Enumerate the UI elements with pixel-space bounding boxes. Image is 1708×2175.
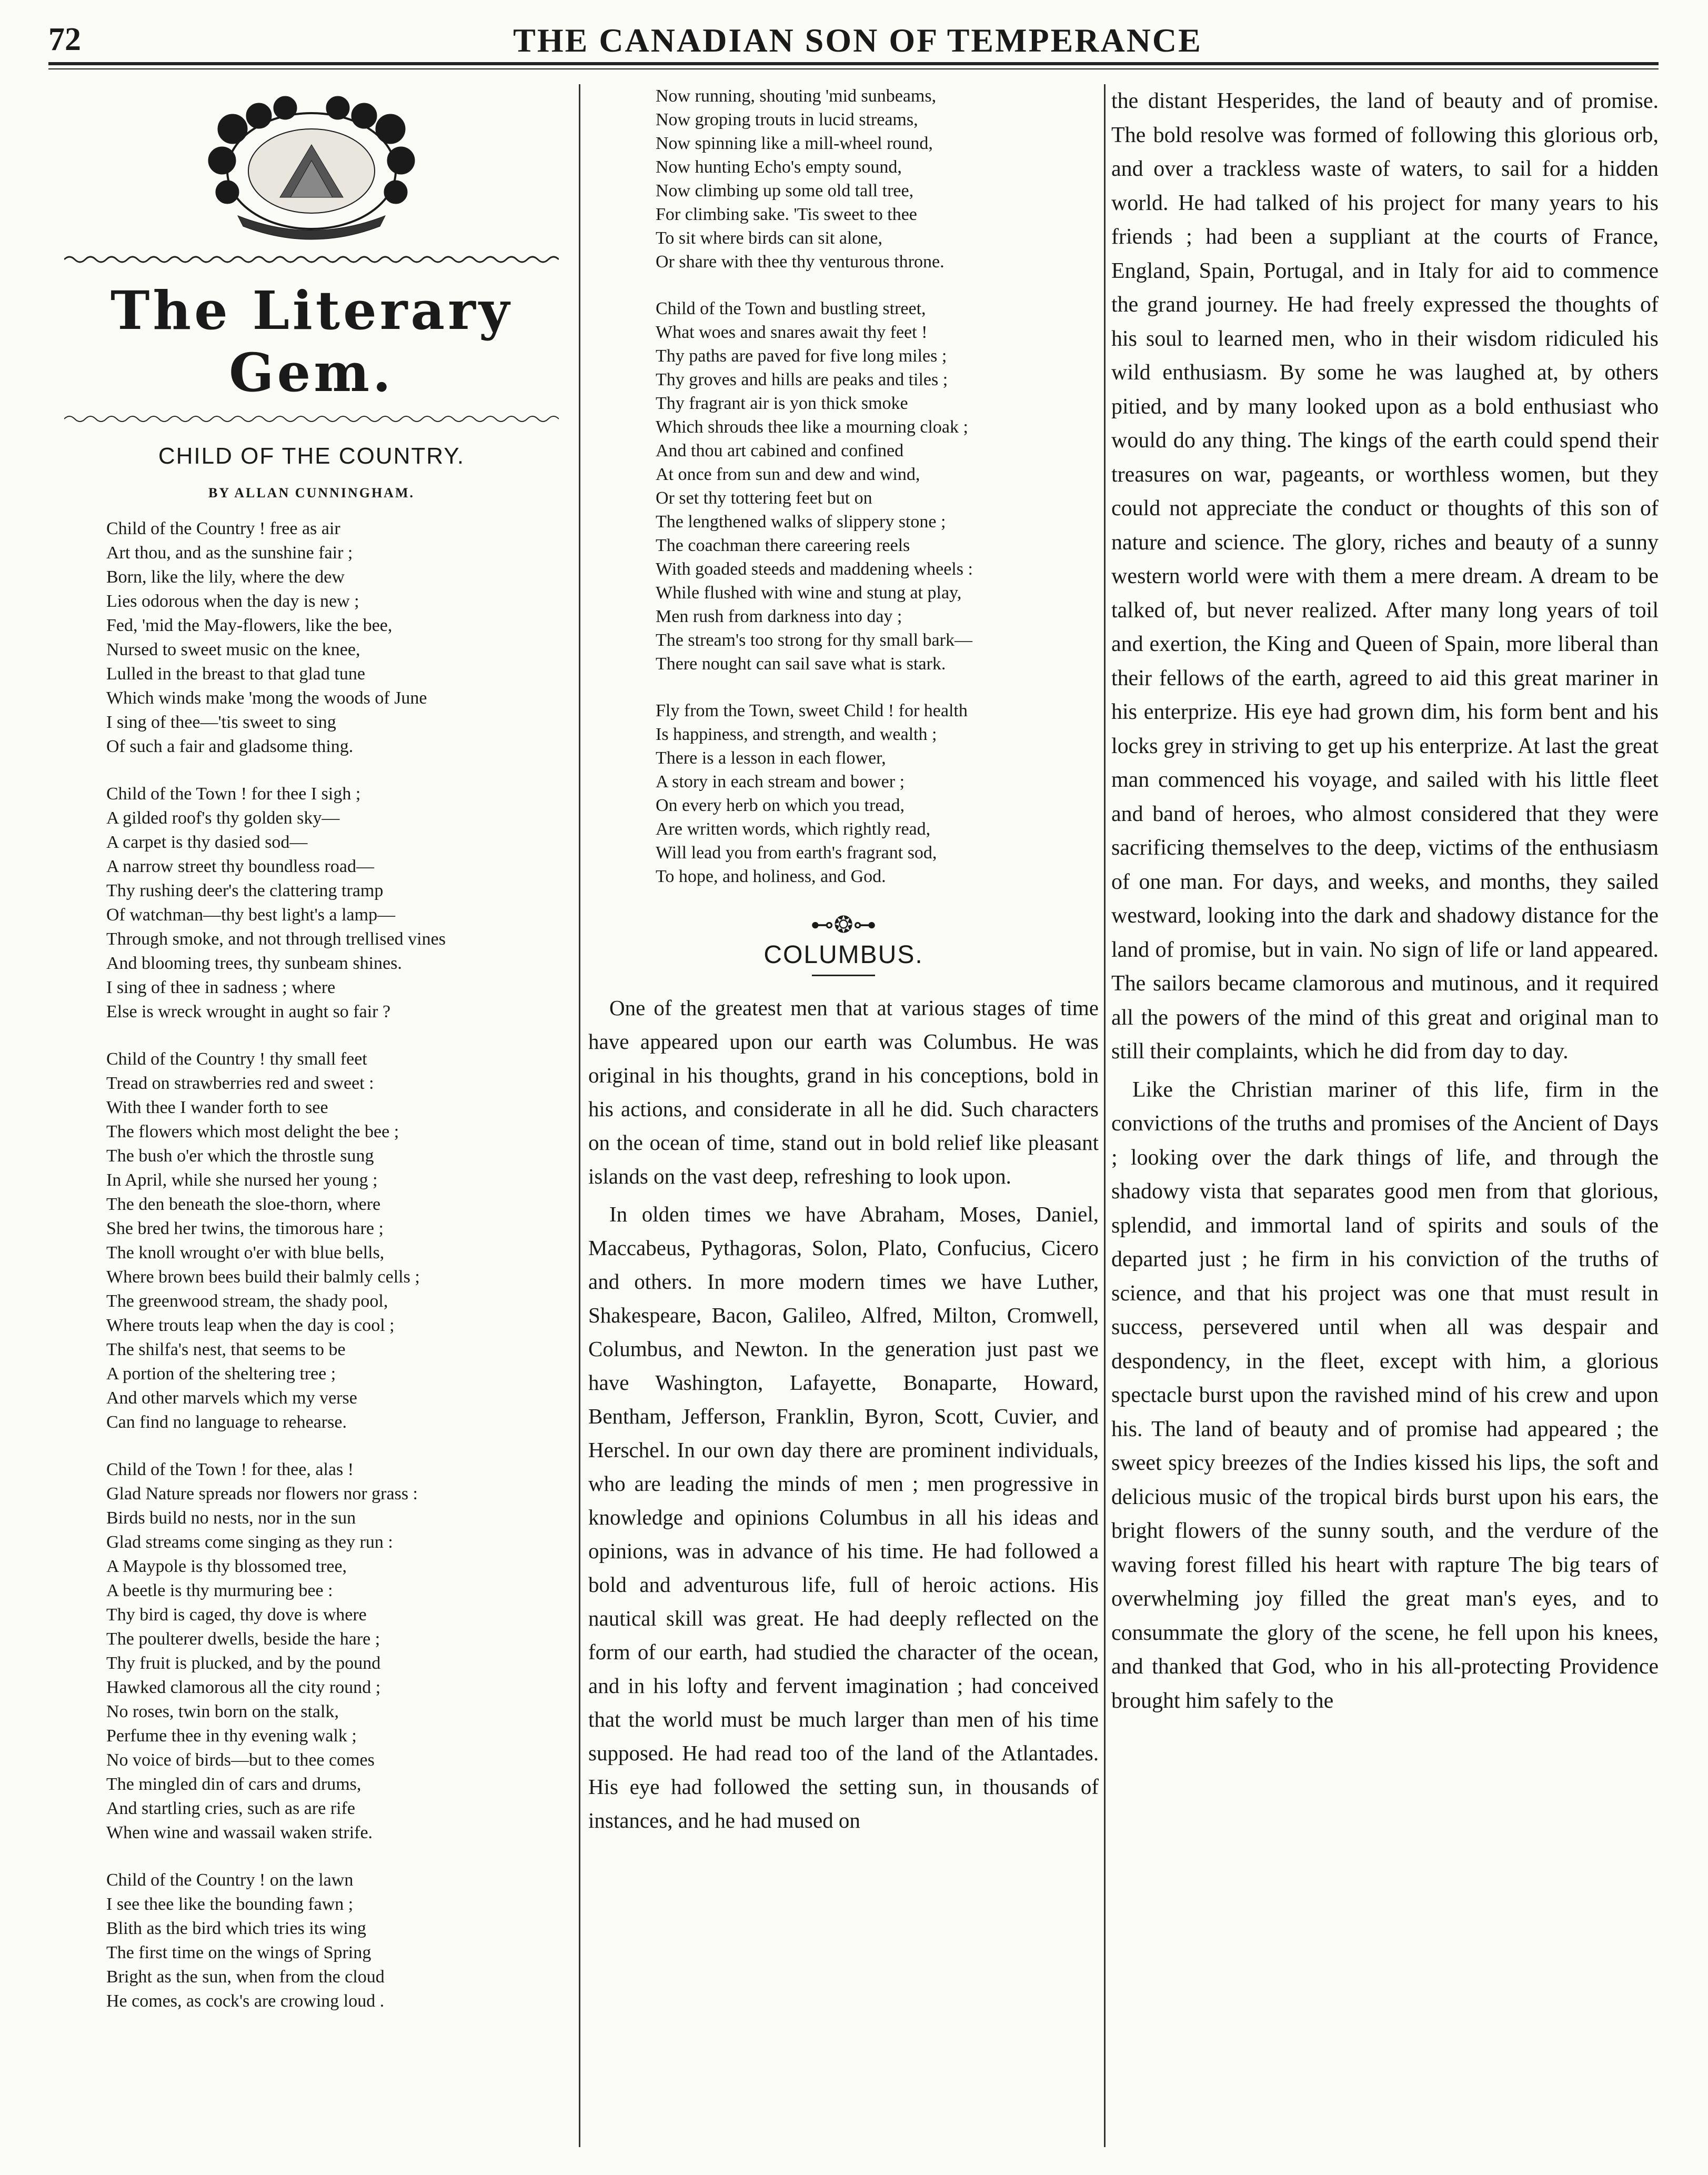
poem-line: A beetle is thy murmuring bee : bbox=[106, 1581, 333, 1600]
poem-line: A carpet is thy dasied sod— bbox=[106, 833, 308, 852]
laurel-wreath-emblem-icon bbox=[48, 89, 575, 247]
poem-line: Nursed to sweet music on the knee, bbox=[106, 640, 360, 659]
poem-line: He comes, as cock's are crowing loud . bbox=[106, 1991, 385, 2011]
poem-line: Fly from the Town, sweet Child ! for health bbox=[656, 701, 968, 720]
article-paragraph: Like the Christian mariner of this life, firm in the convictions of the truths and promises of the Ancient of Days ; looking over the dark things of life, and through the shadowy vista that separates good men from that glorious, splendid, and immortal land of spirits and souls of the departed just ; he firm in his conviction of the truths of science, and that his project was one that must result in success, persevered until when all was despair and despondency, in the fleet, except with him, a glorious spectacle burst upon the ravished mind of his crew and upon his. The land of beauty and of promise had appeared ; the sweet spicy breezes of the Indies kissed his lips, the soft and delicious music of the tropical birds burst upon his ears, the bright flowers of the sunny south, and the verdure of the waving forest filled his heart with rapture The big tears of overwhelming joy filled the great man's eyes, and to consummate the glory of the scene, he fell upon his knees, and thanked that God, who in his all-protecting Providence brought him safely to the bbox=[1111, 1077, 1659, 1713]
poem-line: With thee I wander forth to see bbox=[106, 1098, 328, 1117]
poem-line: While flushed with wine and stung at play, bbox=[656, 583, 962, 603]
poem-line: There is a lesson in each flower, bbox=[656, 748, 886, 768]
poem-line: On every herb on which you tread, bbox=[656, 796, 905, 815]
poem-line: There nought can sail save what is stark. bbox=[656, 654, 946, 674]
poem-line: With goaded steeds and maddening wheels : bbox=[656, 559, 973, 579]
poem-line: Else is wreck wrought in aught so fair ? bbox=[106, 1002, 391, 1021]
poem-line: Birds build no nests, nor in the sun bbox=[106, 1508, 356, 1528]
column-1 bbox=[48, 84, 575, 2143]
poem-line: Child of the Country ! thy small feet bbox=[106, 1049, 367, 1069]
poem-line: I sing of thee in sadness ; where bbox=[106, 978, 336, 997]
article-title: COLUMBUS. bbox=[763, 941, 923, 969]
poem-line: Of such a fair and gladsome thing. bbox=[106, 737, 354, 756]
poem-line: A story in each stream and bower ; bbox=[656, 772, 905, 791]
poem-line: The coachman there careering reels bbox=[656, 536, 910, 555]
poem-line: Blith as the bird which tries its wing bbox=[106, 1919, 366, 1938]
page-number: 72 bbox=[48, 22, 81, 57]
poem-line: Which winds make 'mong the woods of June bbox=[106, 688, 427, 708]
poem-line: Art thou, and as the sunshine fair ; bbox=[106, 543, 353, 563]
poem-line: Will lead you from earth's fragrant sod, bbox=[656, 843, 937, 863]
poem-stanza bbox=[106, 1868, 575, 2013]
poem-line: A narrow street thy boundless road— bbox=[106, 857, 374, 876]
poem-line: Which shrouds thee like a mourning cloak ; bbox=[656, 417, 968, 437]
poem-line: Fed, 'mid the May-flowers, like the bee, bbox=[106, 616, 393, 635]
poem-line: Lies odorous when the day is new ; bbox=[106, 592, 359, 611]
poem-line: Thy fruit is plucked, and by the pound bbox=[106, 1653, 381, 1673]
poem-line: Thy groves and hills are peaks and tiles ; bbox=[656, 370, 948, 389]
poem-stanza bbox=[656, 84, 1099, 274]
poem-line: When wine and wassail waken strife. bbox=[106, 1823, 373, 1842]
poem-line: No voice of birds—but to thee comes bbox=[106, 1750, 375, 1770]
poem-line: Glad streams come singing as they run : bbox=[106, 1532, 393, 1552]
poem-line: A Maypole is thy blossomed tree, bbox=[106, 1557, 347, 1576]
poem-line: The greenwood stream, the shady pool, bbox=[106, 1291, 388, 1311]
poem-line: Child of the Country ! on the lawn bbox=[106, 1870, 354, 1890]
article-paragraph: In olden times we have Abraham, Moses, Daniel, Maccabeus, Pythagoras, Solon, Plato, Confucius, Cicero and others. In more modern times we have Luther, Shakespeare, Bacon, Galileo, Alfred, Milton, Cromwell, Columbus, and Newton. In the generation just past we have Washington, Lafayette, Bonaparte, Howard, Bentham, Jefferson, Franklin, Byron, Scott, Cuvier, and Herschel. In our own day there are prominent individuals, who are leading the minds of men ; men progressive in knowledge and opinions Columbus in all his ideas and opinions, was in advance of his time. He had followed a bold and adventurous life, full of heroic actions. His nautical skill was great. He had deeply reflected on the form of our earth, had studied the character of the ocean, and in his lofty and fervent imagination ; had conceived that the world must be much larger than men of his time supposed. He had read too of the land of the Atlantades. His eye had followed the setting sun, in thousands of instances, and he had mused on bbox=[588, 1202, 1099, 1832]
poem-stanza bbox=[106, 1047, 575, 1435]
poem-line: Or share with thee thy venturous throne. bbox=[656, 252, 945, 272]
poem-line: Where trouts leap when the day is cool ; bbox=[106, 1316, 395, 1335]
column-2 bbox=[588, 84, 1099, 2143]
poem-byline: BY ALLAN CUNNINGHAM. bbox=[208, 485, 415, 500]
poem-line: I see thee like the bounding fawn ; bbox=[106, 1895, 354, 1914]
poem-line: Bright as the sun, when from the cloud bbox=[106, 1967, 385, 1987]
article-paragraph: the distant Hesperides, the land of beauty and of promise. The bold resolve was formed of following this glorious orb, and over a trackless waste of waters, to sail for a hidden world. He had talked of his project for many years to his friends ; had been a suppliant at the courts of France, England, Spain, Portugal, and in Italy for aid to commence the grand journey. He had freely expressed the thoughts of his soul to learned men, who in their wisdom ridiculed his wild enthusiasm. By some he was laughed at, by others pitied, and by many looked upon as a bold enthusiast who would do any thing. The kings of the earth could spend their treasures on war, pageants, or worthless women, but they could not appreciate the conduct or thoughts of this son of nature and science. The glory, riches and beauty of a sunny western world were with them a mere dream. A dream to be talked of, but never realized. After many long years of toil and exertion, the King and Queen of Spain, more liberal than their fellows of the earth, agreed to aid this great mariner in his enterprize. His eye had grown dim, his form bent and his locks grey in striving to get up his enterprize. At last the great man commenced his voyage, and sailed with his little fleet and band of heroes, who almost considered that they were sacrificing themselves to the deep, victims of the enthusiasm of one man. For days, and weeks, and months, they sailed westward, looking into the dark and shadowy distance for the land of promise, but in vain. No sign of life or land appeared. The sailors became clamorous and mutinous, and it required all the powers of the mind of this great and original man to still their complaints, which he did from day to day. bbox=[1111, 89, 1659, 1064]
poem-line: Now groping trouts in lucid streams, bbox=[656, 110, 918, 129]
poem-line: Through smoke, and not through trellised vines bbox=[106, 929, 446, 949]
page-header bbox=[0, 0, 1708, 79]
poem-line: And thou art cabined and confined bbox=[656, 441, 904, 460]
poem-line: For climbing sake. 'Tis sweet to thee bbox=[656, 205, 917, 224]
poem-line: Thy fragrant air is yon thick smoke bbox=[656, 394, 908, 413]
poem-stanza bbox=[656, 699, 1099, 888]
column-divider bbox=[579, 84, 580, 2147]
poem-line: Lulled in the breast to that glad tune bbox=[106, 664, 365, 684]
poem-line: Now hunting Echo's empty sound, bbox=[656, 157, 902, 177]
poem-stanza bbox=[656, 297, 1099, 676]
poem-line: And other marvels which my verse bbox=[106, 1388, 357, 1408]
poem-line: A portion of the sheltering tree ; bbox=[106, 1364, 336, 1384]
column-3 bbox=[1111, 84, 1659, 2143]
poem-line: The shilfa's nest, that seems to be bbox=[106, 1340, 346, 1359]
poem-line: Or set thy tottering feet but on bbox=[656, 488, 872, 508]
poem-line: The bush o'er which the throstle sung bbox=[106, 1146, 374, 1166]
poem-line: Of watchman—thy best light's a lamp— bbox=[106, 905, 396, 925]
poem-line: Thy bird is caged, thy dove is where bbox=[106, 1605, 367, 1625]
poem-stanza bbox=[106, 1458, 575, 1845]
poem-stanzas-continued bbox=[588, 84, 1099, 888]
poem-line: Now running, shouting 'mid sunbeams, bbox=[656, 86, 937, 106]
poem-line: At once from sun and dew and wind, bbox=[656, 465, 920, 484]
poem-line: Men rush from darkness into day ; bbox=[656, 607, 902, 626]
poem-line: Thy paths are paved for five long miles ; bbox=[656, 346, 947, 366]
title-rule bbox=[812, 975, 875, 976]
poem-line: Glad Nature spreads nor flowers nor grass : bbox=[106, 1484, 418, 1504]
poem-stanza bbox=[106, 517, 575, 759]
poem-line: Hawked clamorous all the city round ; bbox=[106, 1678, 381, 1697]
masthead: THE CANADIAN SON OF TEMPERANCE bbox=[513, 22, 1202, 59]
ornament: ⊷❂⊶ bbox=[810, 912, 877, 938]
poem-line: The lengthened walks of slippery stone ; bbox=[656, 512, 946, 532]
poem-line: Child of the Town and bustling street, bbox=[656, 299, 926, 318]
poem-stanzas bbox=[48, 517, 575, 2013]
poem-line: Born, like the lily, where the dew bbox=[106, 567, 345, 587]
poem-stanza bbox=[106, 782, 575, 1024]
poem-line: Now climbing up some old tall tree, bbox=[656, 181, 914, 201]
poem-line: I sing of thee—'tis sweet to sing bbox=[106, 713, 336, 732]
poem-title: CHILD OF THE COUNTRY. bbox=[158, 443, 465, 469]
poem-line: Child of the Town ! for thee I sigh ; bbox=[106, 784, 361, 804]
poem-line: Are written words, which rightly read, bbox=[656, 819, 931, 839]
poem-line: To sit where birds can sit alone, bbox=[656, 228, 883, 248]
poem-line: Child of the Town ! for thee, alas ! bbox=[106, 1460, 354, 1479]
poem-line: The knoll wrought o'er with blue bells, bbox=[106, 1243, 385, 1262]
section-title: The Literary Gem. bbox=[110, 279, 513, 404]
wavy-rule bbox=[64, 411, 559, 427]
column-divider bbox=[1104, 84, 1106, 2147]
poem-line: Now spinning like a mill-wheel round, bbox=[656, 134, 933, 153]
poem-line: Tread on strawberries red and sweet : bbox=[106, 1074, 374, 1093]
poem-line: What woes and snares await thy feet ! bbox=[656, 323, 928, 342]
poem-line: Perfume thee in thy evening walk ; bbox=[106, 1726, 357, 1746]
poem-line: Child of the Country ! free as air bbox=[106, 519, 340, 538]
poem-line: The den beneath the sloe-thorn, where bbox=[106, 1195, 381, 1214]
poem-line: The mingled din of cars and drums, bbox=[106, 1775, 361, 1794]
wavy-rule bbox=[64, 252, 559, 267]
poem-line: And startling cries, such as are rife bbox=[106, 1799, 355, 1818]
article-paragraph: One of the greatest men that at various stages of time have appeared upon our earth was Columbus. He was original in his thoughts, grand in his conceptions, bold in his actions, and considerate in all he did. Such characters on the ocean of time, stand out in bold relief like pleasant islands on the vast deep, refreshing to look upon. bbox=[588, 996, 1099, 1188]
header-rule bbox=[48, 62, 1659, 65]
header-rule-thin bbox=[48, 68, 1659, 69]
poem-line: No roses, twin born on the stalk, bbox=[106, 1702, 339, 1721]
poem-line: The first time on the wings of Spring bbox=[106, 1943, 371, 1962]
poem-line: To hope, and holiness, and God. bbox=[656, 867, 886, 886]
poem-line: Can find no language to rehearse. bbox=[106, 1412, 347, 1432]
poem-line: And blooming trees, thy sunbeam shines. bbox=[106, 954, 402, 973]
poem-line: The stream's too strong for thy small bark— bbox=[656, 630, 972, 650]
poem-line: She bred her twins, the timorous hare ; bbox=[106, 1219, 384, 1238]
poem-line: Where brown bees build their balmly cells ; bbox=[106, 1267, 420, 1287]
poem-line: Is happiness, and strength, and wealth ; bbox=[656, 725, 937, 744]
poem-line: A gilded roof's thy golden sky— bbox=[106, 808, 340, 828]
poem-line: The poulterer dwells, beside the hare ; bbox=[106, 1629, 380, 1649]
poem-line: Thy rushing deer's the clattering tramp bbox=[106, 881, 384, 900]
poem-line: The flowers which most delight the bee ; bbox=[106, 1122, 399, 1141]
poem-line: In April, while she nursed her young ; bbox=[106, 1170, 378, 1190]
